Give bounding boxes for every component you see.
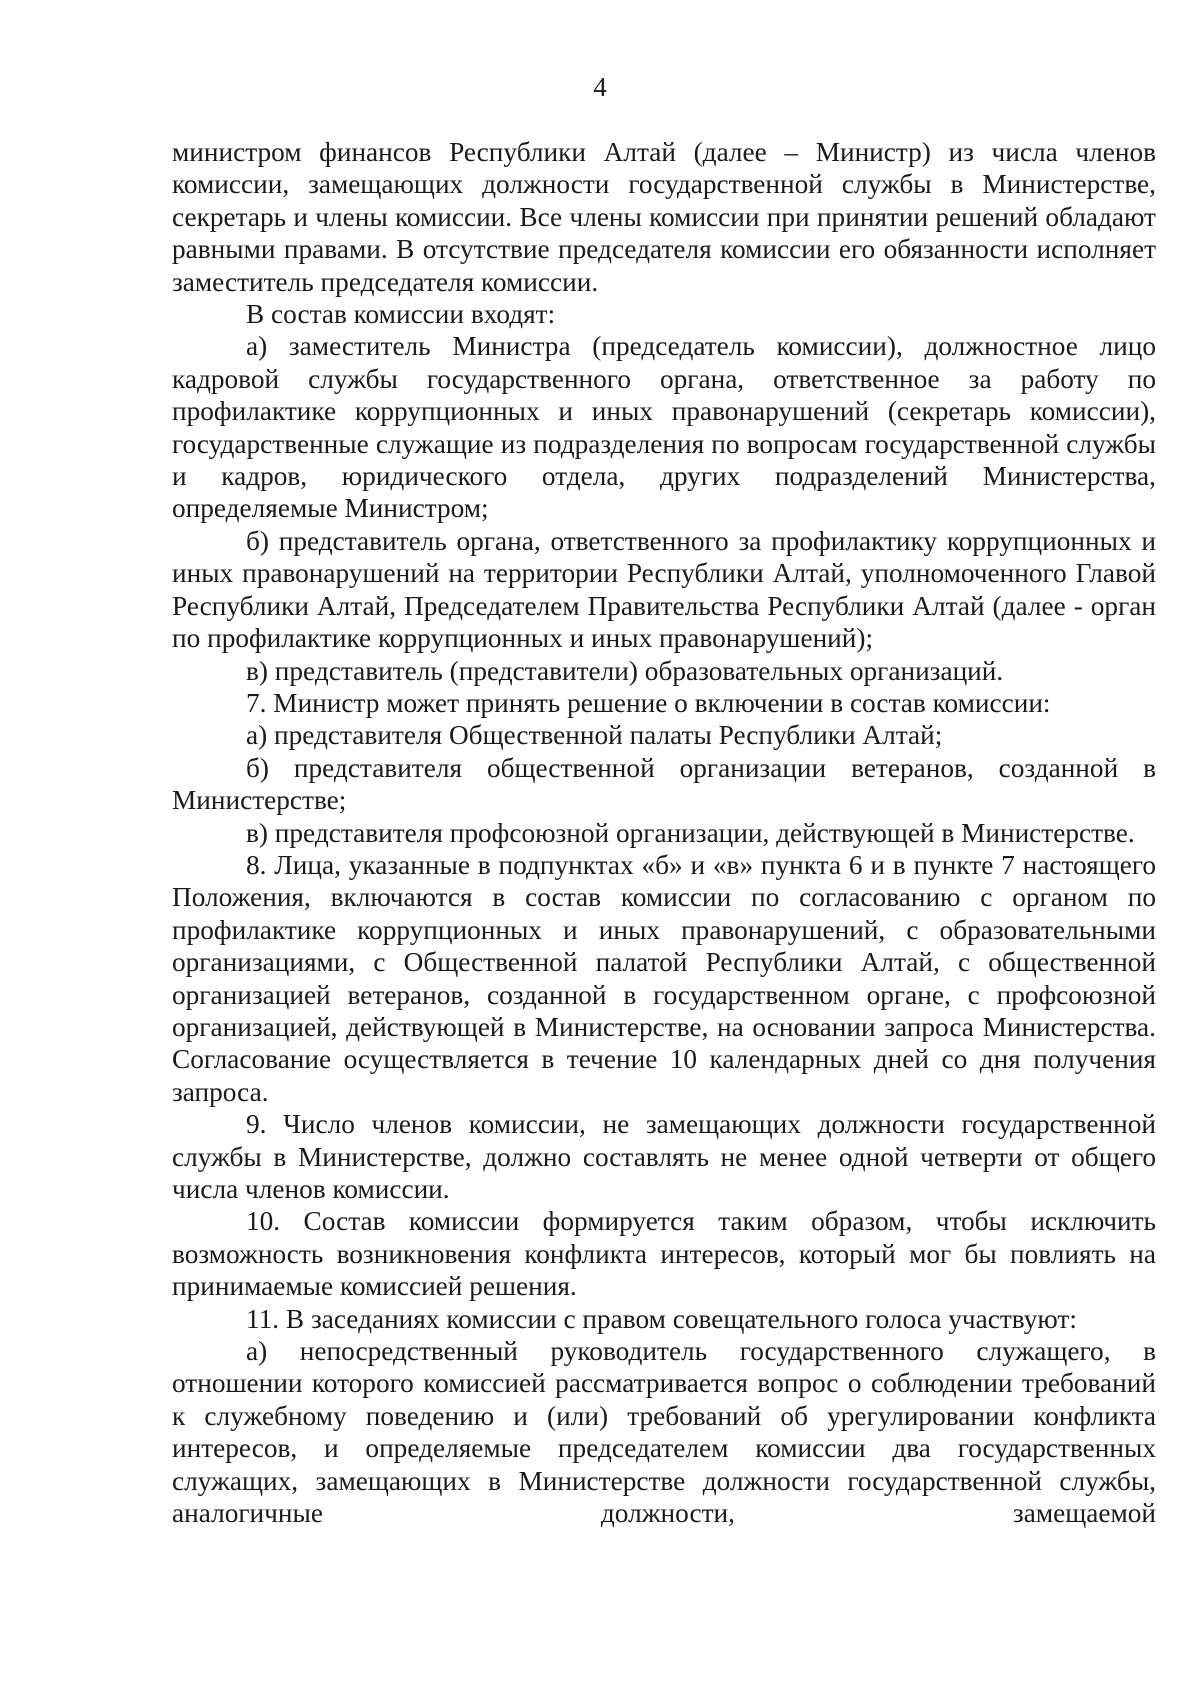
paragraph-7b: б) представителя общественной организации ветеранов, созданной в Министерстве; bbox=[172, 752, 1156, 816]
paragraph-7a: а) представителя Общественной палаты Республики Алтай; bbox=[246, 720, 943, 751]
paragraph-intro: министром финансов Республики Алтай (далее – Министр) из числа членов комиссии, замещающих должности государственной службы в Министерстве, секретарь и члены комиссии. Все члены комиссии при принятии решений обладают равными правами. В отсутствие председателя комиссии его обязанности исполняет заместитель председателя комиссии. bbox=[172, 137, 1156, 297]
page-number: 4 bbox=[593, 72, 607, 102]
paragraph-6b: б) представитель органа, ответственного за профилактику коррупционных и иных правонарушений на территории Республики Алтай, уполномоченного Главой Республики Алтай, Председателем Правительства Республики Алтай (далее - орган по профилактике коррупционных и иных правонарушений); bbox=[172, 525, 1156, 654]
paragraph-10: 10. Состав комиссии формируется таким образом, чтобы исключить возможность возникновения конфликта интересов, который мог бы повлиять на принимаемые комиссией решения. bbox=[172, 1206, 1156, 1302]
paragraph-7v: в) представителя профсоюзной организации, действующей в Министерстве. bbox=[246, 817, 1135, 848]
paragraph-8: 8. Лица, указанные в подпунктах «б» и «в» пункта 6 и в пункте 7 настоящего Положения, включаются в состав комиссии по согласованию с органом по профилактике коррупционных и иных правонарушений, с образовательными организациями, с Общественной палатой Республики Алтай, с общественной организацией ветеранов, созданной в государственном органе, с профсоюзной организацией, действующей в Министерстве, на основании запроса Министерства. Согласование осуществляется в течение 10 календарных дней со дня получения запроса. bbox=[172, 849, 1156, 1107]
paragraph-6a: а) заместитель Министра (председатель комиссии), должностное лицо кадровой службы государственного органа, ответственное за работу по профилактике коррупционных и иных правонарушений (секретарь комиссии), государственные служащие из подразделения по вопросам государственной службы и кадров, юридического отдела, других подразделений Министерства, определяемые Министром; bbox=[172, 331, 1156, 524]
paragraph-6v: в) представитель (представители) образовательных организаций. bbox=[246, 655, 1004, 686]
document-body bbox=[172, 136, 1156, 1529]
paragraph-7: 7. Министр может принять решение о включении в состав комиссии: bbox=[246, 687, 1051, 718]
paragraph-9: 9. Число членов комиссии, не замещающих должности государственной службы в Министерстве, должно составлять не менее одной четверти от общего числа членов комиссии. bbox=[172, 1109, 1156, 1204]
paragraph-11a: а) непосредственный руководитель государственного служащего, в отношении которого комиссией рассматривается вопрос о соблюдении требований к служебному поведению и (или) требований об урегулировании конфликта интересов, и определяемые председателем комиссии два государственных служащих, замещающих в Министерстве должности государственной службы, аналогичные должности, замещаемой bbox=[172, 1336, 1156, 1529]
paragraph-composition: В состав комиссии входят: bbox=[246, 299, 556, 330]
paragraph-11: 11. В заседаниях комиссии с правом совещательного голоса участвуют: bbox=[246, 1303, 1077, 1334]
